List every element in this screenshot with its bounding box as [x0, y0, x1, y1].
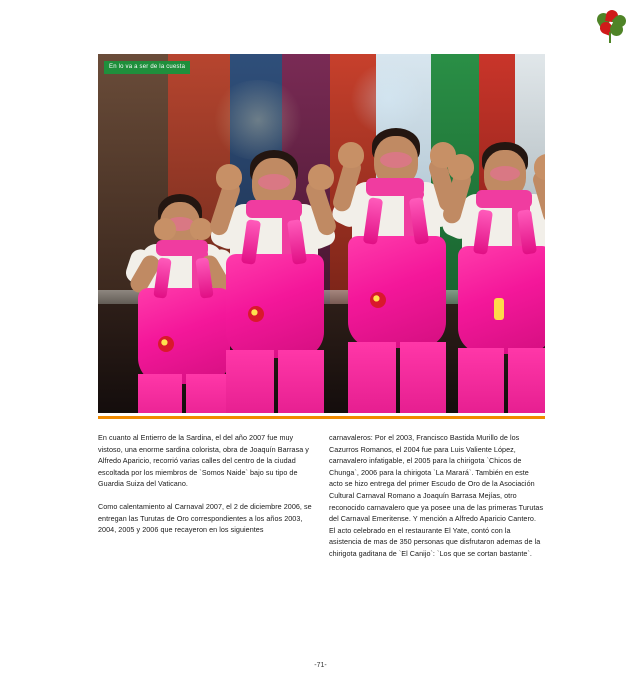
performer-hand — [154, 218, 176, 240]
backdrop-highlight — [210, 80, 306, 160]
paragraph: Como calentamiento al Carnaval 2007, el 2 de diciembre 2006, se entregan las Turutas de Oro correspondientes a los años 2003, 2004, 2005 y 2006 que recayeron en los siguientes — [98, 501, 312, 535]
page-number: -71- — [314, 662, 327, 669]
clover-leaf-logo — [597, 10, 627, 44]
performer-leg — [226, 350, 274, 413]
performer-leg — [278, 350, 324, 413]
costume-badge — [494, 298, 504, 320]
article-body — [98, 432, 545, 571]
performer-hand — [216, 164, 242, 190]
performer-hand — [338, 142, 364, 168]
performer-hand — [448, 154, 474, 180]
flower-patch — [248, 306, 264, 322]
face-makeup — [490, 166, 520, 181]
logo-stem — [609, 32, 611, 43]
performer-overalls — [226, 254, 324, 358]
flower-patch — [370, 292, 386, 308]
performer-leg — [458, 348, 504, 413]
performer-overalls — [138, 288, 230, 384]
performer-leg — [400, 342, 446, 413]
paragraph: En cuanto al Entierro de la Sardina, el del año 2007 fue muy vistoso, una enorme sardina colorista, obra de Joaquín Barrasa y Alfredo Aparicio, recorrió varias calles del centro de la ciudad escoltada por los miembros de `Somos Naide` bajo su tipo de Guardia Suiza del Vaticano. — [98, 433, 309, 489]
performer-leg — [186, 374, 230, 413]
flower-patch — [158, 336, 174, 352]
performer-leg — [348, 342, 396, 413]
text-column-right — [329, 432, 544, 571]
backdrop-highlight — [348, 64, 428, 134]
photo-bottom-rule — [98, 416, 545, 419]
face-makeup — [258, 174, 290, 190]
photo-caption-tag: En lo va a ser de la cuesta — [104, 61, 190, 74]
face-makeup — [380, 152, 412, 168]
performer-overalls — [348, 236, 446, 348]
performer-leg — [138, 374, 182, 413]
paragraph: carnavaleros: Por el 2003, Francisco Bastida Murillo de los Cazurros Romanos, el 2004 fue para Luis Valiente López, carnavalero infatigable, el 2005 para la chirigota `Chicos de Chunga`, 2006 para la chirigota `La Marará`. También en este acto se hizo entrega del primer Escudo de Oro de la Asociación Cultural Carnaval Romano a Joaquín Barrasa Mejías, otro reconocido carnavalero que ya posee una de las primeras Turutas del Carnaval Emeritense. Y mención a Alfredo Aparicio Cantero. El acto celebrado en el restaurante El Yate, contó con la asistencia de mas de 350 personas que disfrutaron ademas de la chirigota gaditana de `El Canijo`: `Los que se cortan bastante`. — [329, 433, 544, 558]
text-column-left — [98, 432, 313, 571]
carnival-performers-photo — [98, 54, 545, 413]
performer-hand — [308, 164, 334, 190]
performer-leg — [508, 348, 545, 413]
performer-hand — [190, 218, 212, 240]
